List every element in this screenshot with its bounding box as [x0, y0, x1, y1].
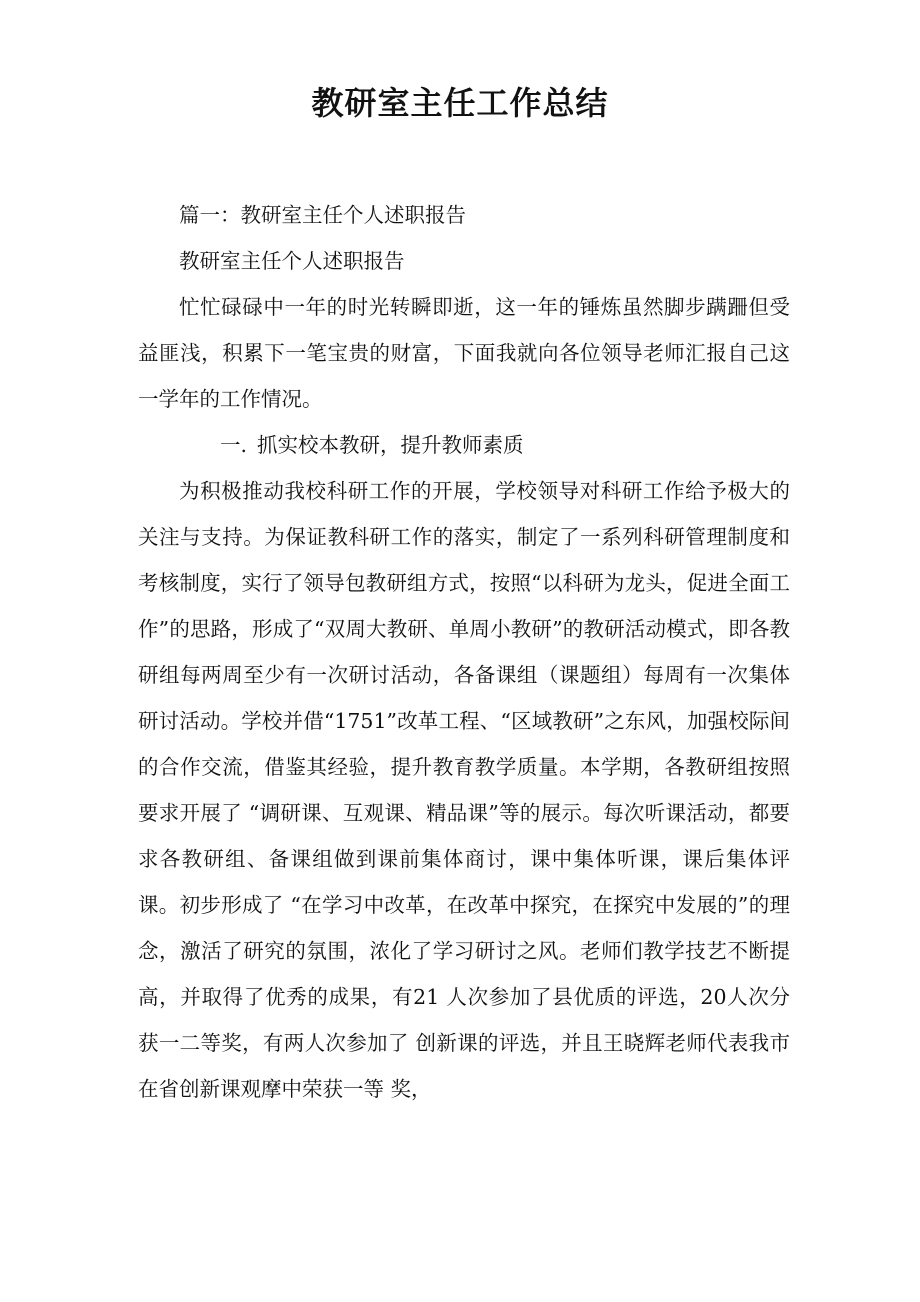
report-subtitle: 教研室主任个人述职报告	[179, 249, 405, 273]
section-one-number: 一.	[220, 433, 248, 457]
section-one-heading	[138, 422, 790, 468]
section-one-title: 抓实校本教研，提升教师素质	[257, 433, 524, 457]
section-one-paragraph: 为积极推动我校科研工作的开展，学校领导对科研工作给予极大的关注与支持。为保证教科研工作的落实，制定了一系列科研管理制度和考核制度，实行了领导包教研组方式，按照“以科研为龙头，促进全面工作”的思路，形成了“双周大教研、单周小教研”的教研活动模式，即各教研组每两周至少有一次研讨活动，各备课组（课题组）每周有一次集体研讨活动。学校并借“1751”改革工程、“区域教研”之东风，加强校际间的合作交流，借鉴其经验，提升教育教学质量。本学期，各教研组按照要求开展了 “调研课、互观课、精品课”等的展示。每次听课活动，都要求各教研组、备课组做到课前集体商讨，课中集体听课，课后集体评课。初步形成了 “在学习中改革，在改革中探究，在探究中发展的”的理念，激活了研究的氛围，浓化了学习研讨之风。老师们教学技艺不断提高，并取得了优秀的成果，有21 人次参加了县优质的评选，20人次分获一二等奖，有两人次参加了 创新课的评选，并且王晓辉老师代表我市在省创新课观摩中荣获一等 奖，	[138, 479, 790, 1101]
document-body	[138, 192, 790, 1112]
chapter-heading: 篇一：教研室主任个人述职报告	[179, 203, 466, 227]
intro-paragraph: 忙忙碌碌中一年的时光转瞬即逝，这一年的锤炼虽然脚步蹒跚但受益匪浅，积累下一笔宝贵的财富，下面我就向各位领导老师汇报自己这一学年的工作情况。	[138, 295, 790, 411]
document-title: 教研室主任工作总结	[311, 84, 609, 122]
